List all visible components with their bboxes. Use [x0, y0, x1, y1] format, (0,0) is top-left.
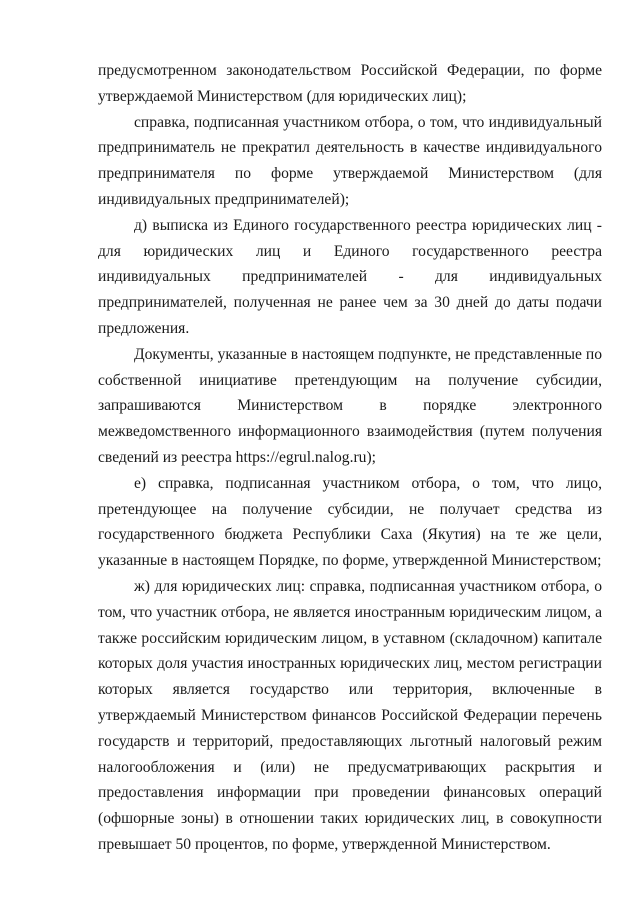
document-page	[98, 58, 602, 858]
paragraph-ip-certificate: справка, подписанная участником отбора, о том, что индивидуальный предприниматель не прекратил деятельность в качестве индивидуального предпринимателя по форме утверждаемой Министерством (для индивидуальных предпринимателей);	[98, 113, 602, 208]
paragraph-foreign-entity: ж) для юридических лиц: справка, подписанная участником отбора, о том, что участник отбора, не является иностранным юридическим лицом, а также российским юридическим лицом, в уставном (складочном) капитале которых доля участия иностранных юридических лиц, местом регистрации которых является государство или территория, включенные в утверждаемый Министерством финансов Российской Федерации перечень государств и территорий, предоставляющих льготный налоговый режим налогообложения и (или) не предусматривающих раскрытия и предоставления информации при проведении финансовых операций (офшорные зоны) в отношении таких юридических лиц, в совокупности превышает 50 процентов, по форме, утвержденной Министерством.	[98, 577, 602, 853]
paragraph-registry-extract: д) выписка из Единого государственного реестра юридических лиц - для юридических лиц и Единого государственного реестра индивидуальных предпринимателей - для индивидуальных предпринимателей, полученная не ранее чем за 30 дней до даты подачи предложения.	[98, 216, 602, 337]
paragraph-continuation: предусмотренном законодательством Российской Федерации, по форме утверждаемой Министерством (для юридических лиц);	[98, 62, 602, 105]
paragraph-interagency-request: Документы, указанные в настоящем подпункте, не представленные по собственной инициативе претендующим на получение субсидии, запрашиваются Министерством в порядке электронного межведомственного информационного взаимодействия (путем получения сведений из реестра https://egrul.nalog.ru);	[98, 345, 602, 466]
paragraph-no-other-funding: е) справка, подписанная участником отбора, о том, что лицо, претендующее на получение субсидии, не получает средства из государственного бюджета Республики Саха (Якутия) на те же цели, указанные в настоящем Порядке, по форме, утвержденной Министерством;	[98, 474, 602, 570]
